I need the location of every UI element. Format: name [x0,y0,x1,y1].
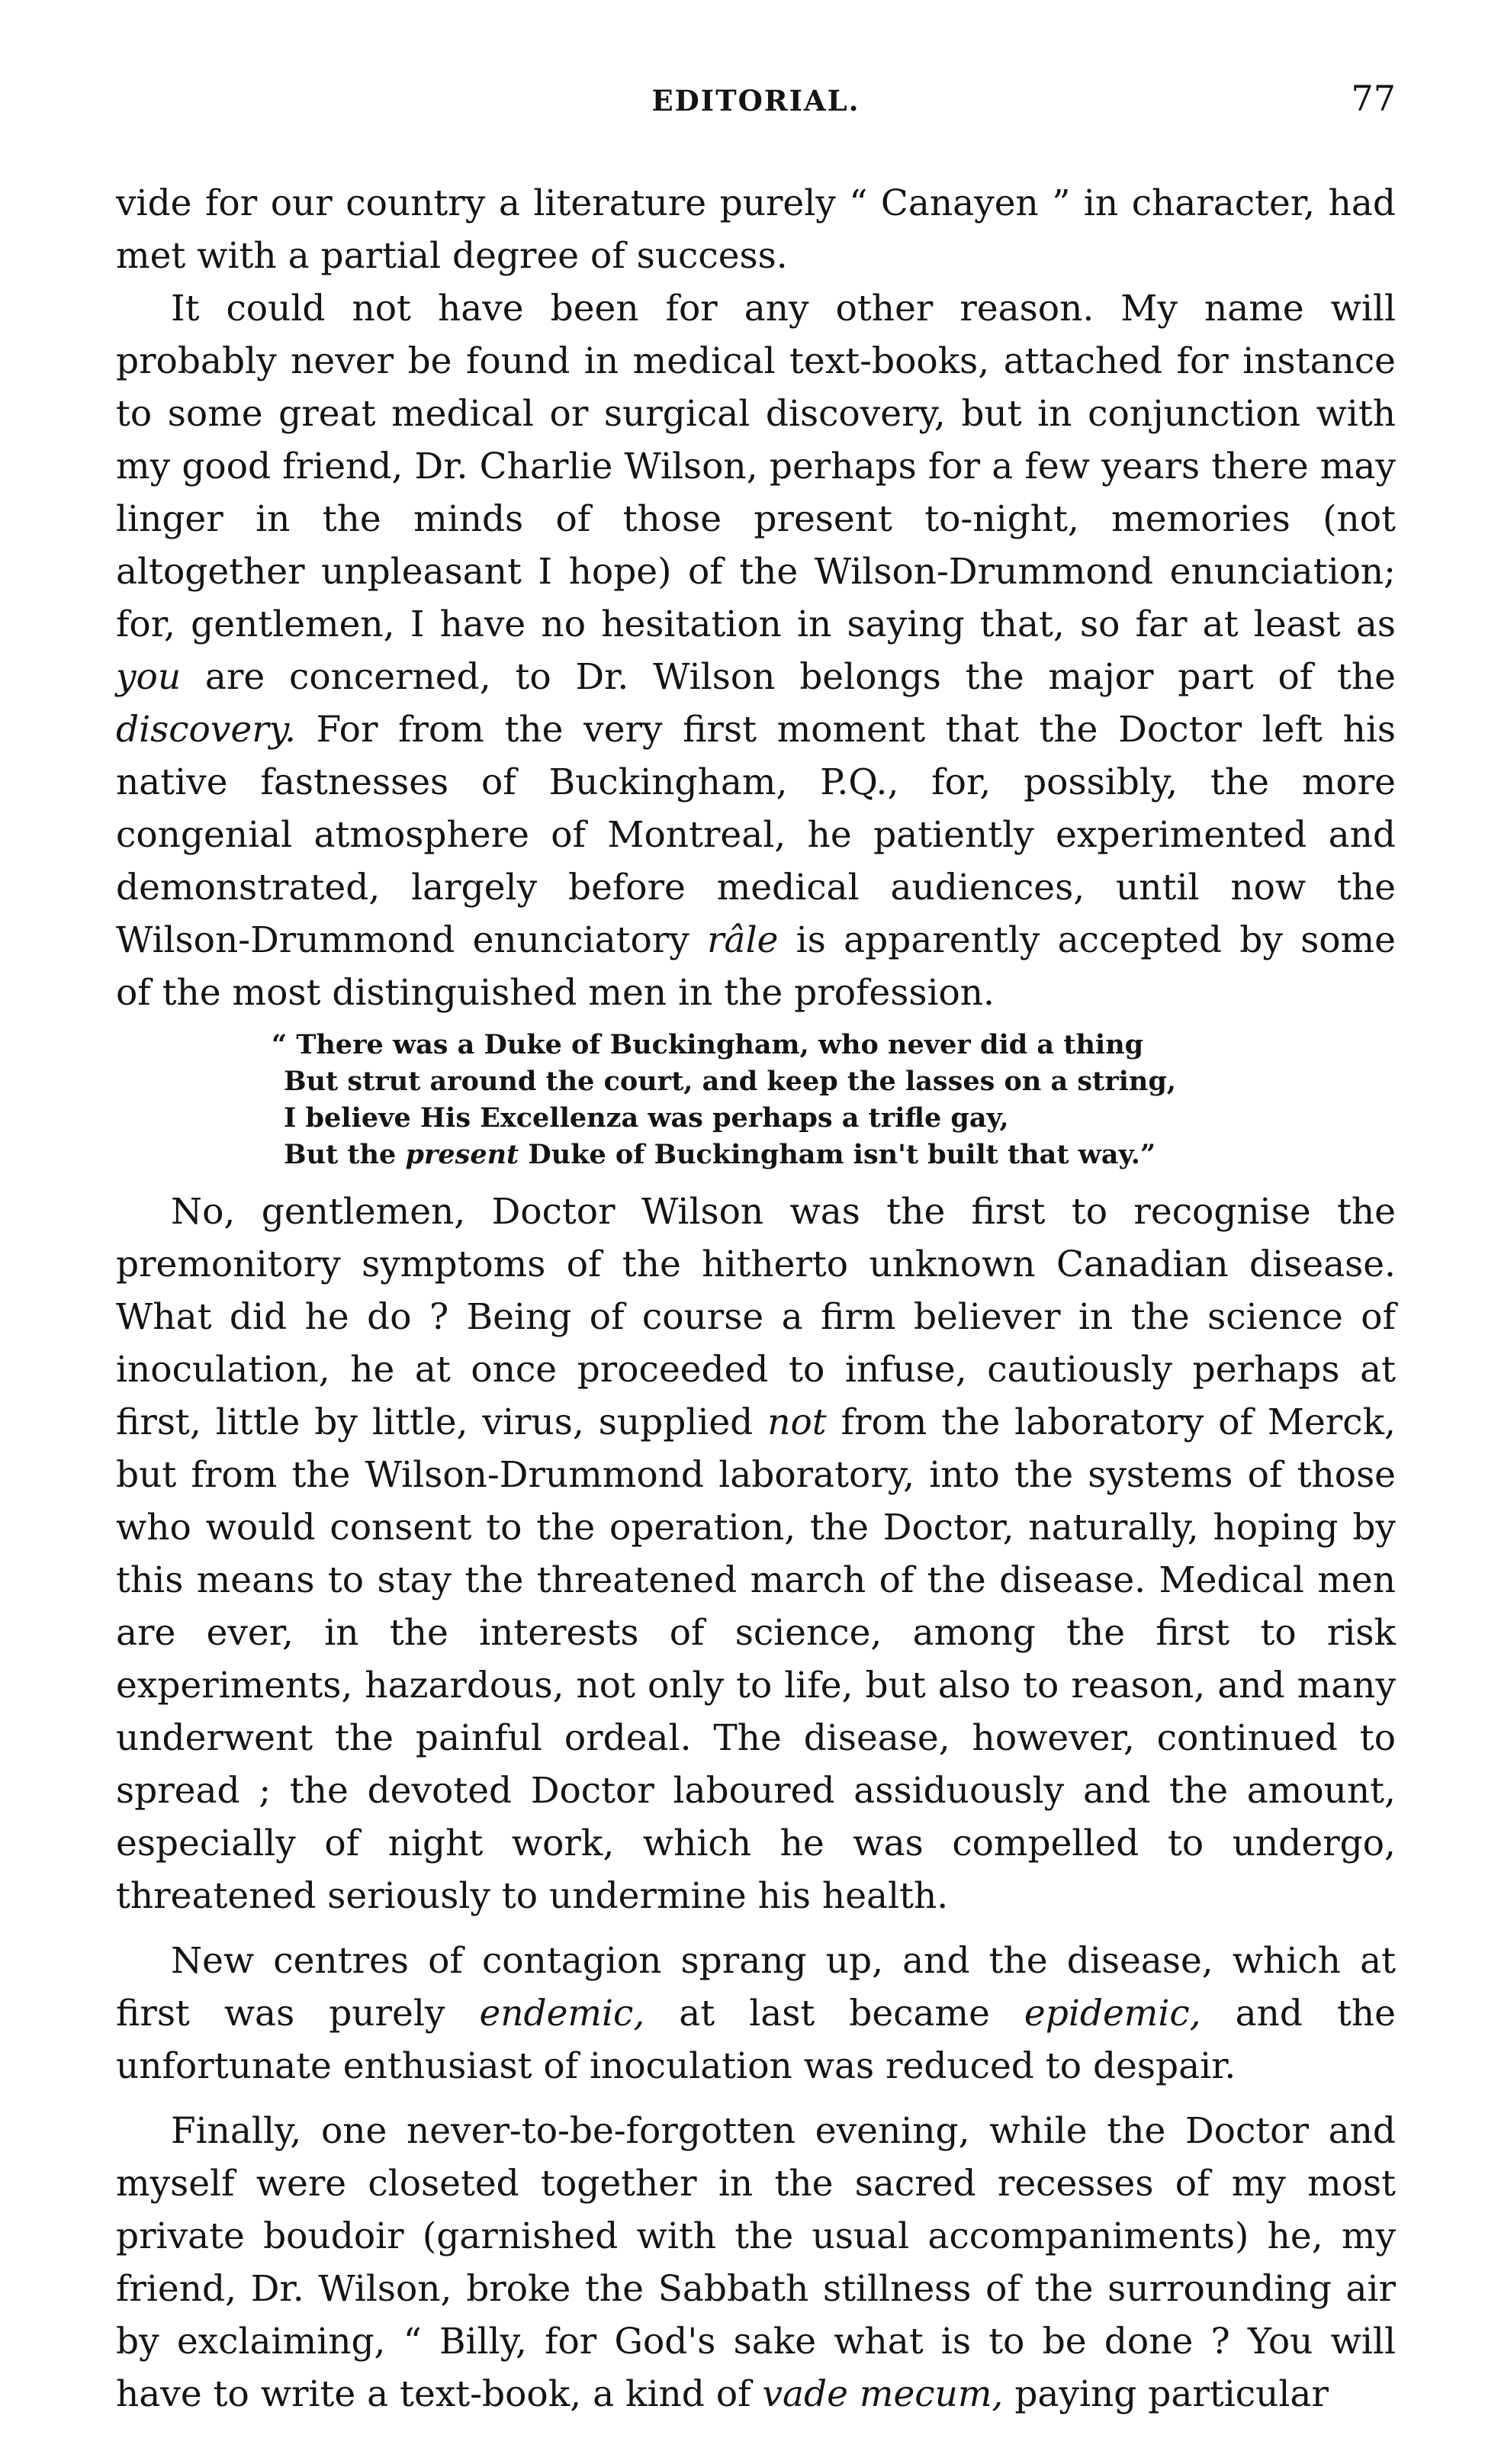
running-head: EDITORIAL. [651,84,860,117]
paragraph-text: at last became [644,1993,1024,2035]
paragraph-finally [116,2105,1396,2421]
verse-line-text: Duke of Buckingham isn't built that way.” [519,1139,1156,1170]
emphasis-text: endemic, [479,1993,645,2035]
paragraph-text: from the laboratory of Merck, but from the Wilson-Drummond laboratory, into the systems of those who would consent to the operation, the Doctor, naturally, hoping by this means to stay the threatened march of the disease. Medical men are ever, in the interests of science, among the first to risk experiments, hazardous, not only to life, but also to reason, and many underwent the painful ordeal. The disease, however, continued to spread ; the devoted Doctor laboured assiduously and the amount, especially of night work, which he was compelled to undergo, threatened seriously to undermine his health. [116,1401,1396,1917]
paragraph-text: are concerned, to Dr. Wilson belongs the major part of the [181,656,1396,698]
verse-quotation [116,1027,1396,1173]
paragraph-text: is apparently accepted by some of the most distinguished men in the profession. [116,919,1396,1014]
paragraph-text: No, gentlemen, Doctor Wilson was the first to recognise the premonitory symptoms of the hitherto unknown Canadian disease. What did he do ? Being of course a firm believer in the science of inoculation, he at once proceeded to infuse, cautiously perhaps at first, little by little, virus, supplied [116,1191,1396,1443]
page-header [116,69,1396,134]
emphasis-text: epidemic, [1024,1993,1201,2035]
paragraph-text: Finally, one never-to-be-forgotten evening, while the Doctor and myself were closeted together in the sacred recesses of my most private boudoir (garnished with the usual accompaniments) he, my friend, Dr. Wilson, broke the Sabbath stillness of the surrounding air by exclaiming, “ Billy, for God's sake what is to be done ? You will have to write a text-book, a kind of [116,2110,1396,2415]
emphasis-text: you [116,656,182,698]
paragraph-text: and the unfortunate enthusiast of inoculation was reduced to despair. [116,1993,1396,2087]
page-number: 77 [1351,78,1396,119]
paragraph-text: It could not have been for any other reason. My name will probably never be found in medical text-books, attached for instance to some great medical or surgical discovery, but in conjunction with my good friend, Dr. Charlie Wilson, perhaps for a few years there may linger in the minds of those present to-night, memories (not altogether unpleasant I hope) of the Wilson-Drummond enunciation; for, gentlemen, I have no hesitation in saying that, so far at least as [116,288,1396,645]
book-page [116,69,1396,2421]
verse-line: I believe His Excellenza was perhaps a trifle gay, [284,1102,1009,1134]
paragraph-text: paying particular [1003,2373,1329,2415]
paragraph-continuation [116,177,1396,282]
paragraph-discovery [116,282,1396,1019]
verse-line: “ There was a Duke of Buckingham, who never did a thing [272,1029,1144,1060]
emphasis-text: vade mecum, [762,2373,1004,2415]
emphasis-text: râle [707,919,779,961]
verse-line-text: But the [284,1139,406,1170]
paragraph-spacer [116,1922,1396,1935]
emphasis-text: discovery. [116,709,296,751]
paragraph-text: vide for our country a literature purely “ Canayen ” in character, had met with a partial degree of success. [116,182,1396,277]
paragraph-text: For from the very first moment that the Doctor left his native fastnesses of Buckingham, P.Q., for, possibly, the more congenial atmosphere of Montreal, he patiently experimented and demonstrated, largely before medical audiences, until now the Wilson-Drummond enunciatory [116,709,1396,961]
paragraph-inoculation [116,1185,1396,1922]
emphasis-text: present [405,1139,519,1170]
paragraph-contagion [116,1935,1396,2092]
emphasis-text: not [767,1401,827,1443]
verse-line [284,1137,1396,1173]
paragraph-text: New centres of contagion sprang up, and the disease, which at first was purely [116,1940,1396,2035]
paragraph-spacer [116,2092,1396,2105]
verse-line: But strut around the court, and keep the lasses on a string, [284,1066,1177,1097]
